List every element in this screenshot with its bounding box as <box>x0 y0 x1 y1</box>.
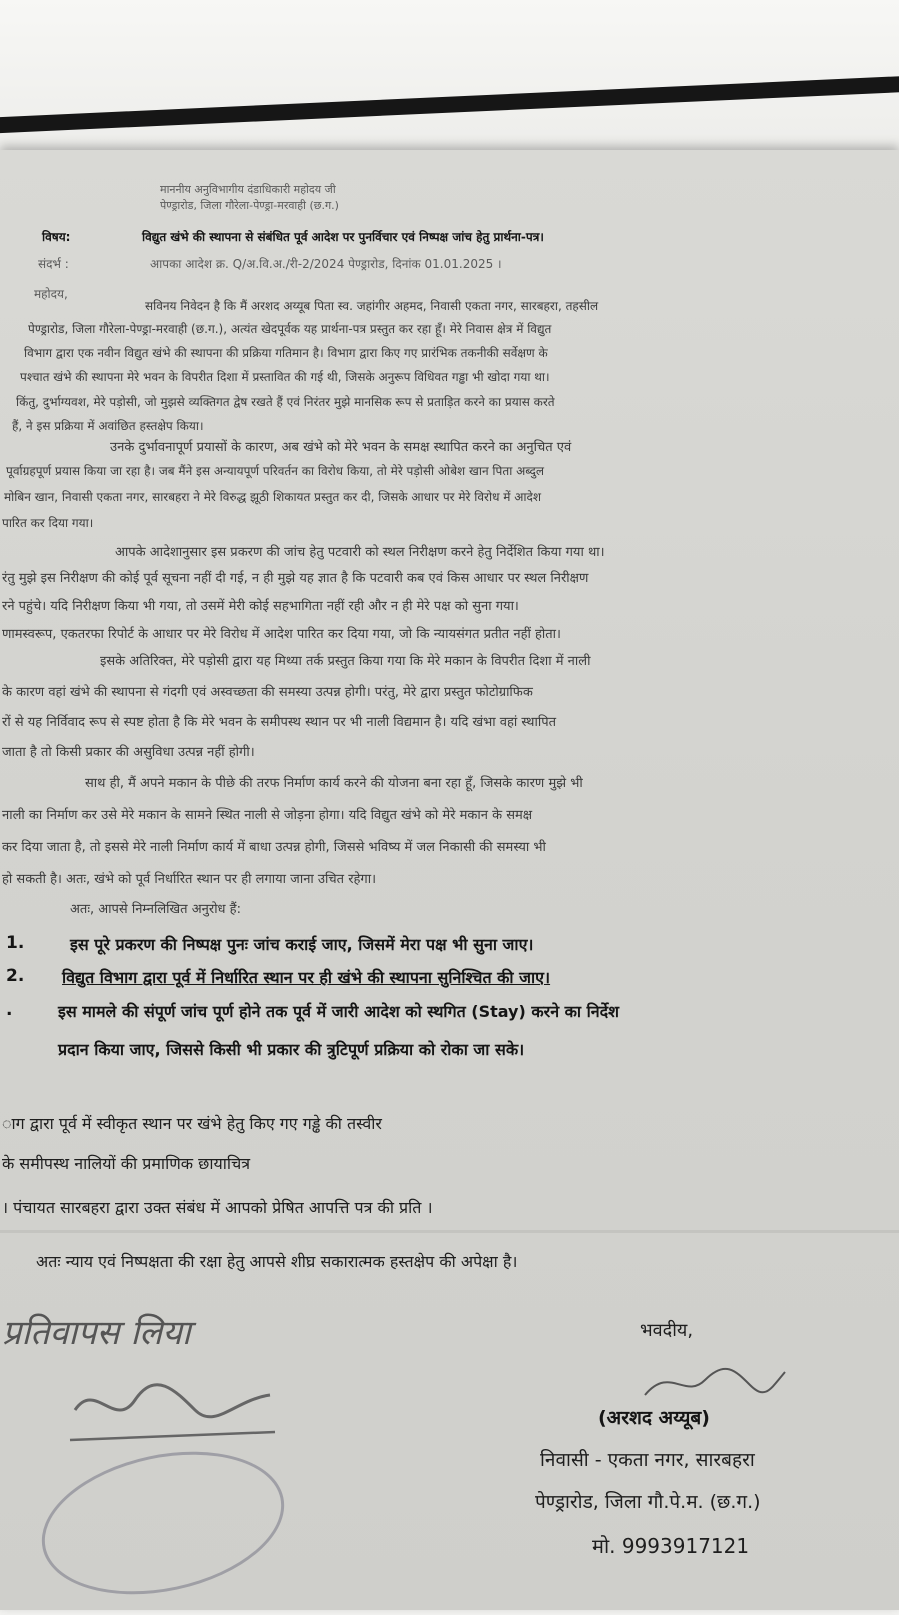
body-line: आपके आदेशानुसार इस प्रकरण की जांच हेतु पटवारी को स्थल निरीक्षण करने हेतु निर्देशित किया गया था। <box>115 545 605 560</box>
reference-label: संदर्भ : <box>38 257 69 271</box>
body-line: णामस्वरूप, एकतरफा रिपोर्ट के आधार पर मेरे विरोध में आदेश पारित कर दिया गया, जो कि न्यायसंगत प्रतीत नहीं होता। <box>2 627 561 642</box>
subject-label: विषय: <box>42 230 71 244</box>
signatory-name: (अरशद अय्यूब) <box>598 1407 710 1429</box>
subject-text: विद्युत खंभे की स्थापना से संबंधित पूर्व आदेश पर पुनर्विचार एवं निष्पक्ष जांच हेतु प्रार्थना-पत्र। <box>142 230 544 244</box>
request-number: 2. <box>6 966 25 986</box>
mobile-number: मो. 9993917121 <box>592 1534 750 1558</box>
body-line: हैं, ने इस प्रक्रिया में अवांछित हस्तक्षेप किया। <box>12 419 204 433</box>
body-line: किंतु, दुर्भाग्यवश, मेरे पड़ोसी, जो मुझसे व्यक्तिगत द्वेष रखते हैं एवं निरंतर मुझे मानसिक रूप से प्रताड़ित करने का प्रयास करते <box>16 395 555 409</box>
salutation: महोदय, <box>34 287 68 301</box>
body-line: नाली का निर्माण कर उसे मेरे मकान के सामने स्थित नाली से जोड़ना होगा। यदि विद्युत खंभे को मेरे मकान के समक्ष <box>2 808 533 823</box>
body-line: जाता है तो किसी प्रकार की असुविधा उत्पन्न नहीं होगी। <box>2 745 255 760</box>
address-line-2: पेण्ड्रारोड, जिला गौ.पे.म. (छ.ग.) <box>535 1491 761 1513</box>
body-line: साथ ही, मैं अपने मकान के पीछे की तरफ निर्माण कार्य करने की योजना बना रहा हूँ, जिसके कारण मुझे भी <box>85 776 583 791</box>
paper-fold <box>0 1230 899 1233</box>
body-line: कर दिया जाता है, तो इससे मेरे नाली निर्माण कार्य में बाधा उत्पन्न होगी, जिससे भविष्य में जल निकासी की समस्या भी <box>2 840 546 855</box>
addressee-line-2: पेण्ड्रारोड, जिला गौरेला-पेण्ड्रा-मरवाही (छ.ग.) <box>160 199 339 212</box>
body-line: रों से यह निर्विवाद रूप से स्पष्ट होता है कि मेरे भवन के समीपस्थ स्थान पर भी नाली विद्यमान है। यदि खंभा वहां स्थापित <box>2 715 557 730</box>
addressee-line-1: माननीय अनुविभागीय दंडाधिकारी महोदय जी <box>160 183 336 196</box>
body-line: मोबिन खान, निवासी एकता नगर, सारबहरा ने मेरे विरुद्ध झूठी शिकायत प्रस्तुत कर दी, जिसके आधार पर मेरे विरोध में आदेश <box>4 490 542 504</box>
request-number: 1. <box>6 933 25 953</box>
enclosure-item: । पंचायत सारबहरा द्वारा उक्त संबंध में आपको प्रेषित आपत्ति पत्र की प्रति । <box>2 1198 433 1217</box>
request-item: इस मामले की संपूर्ण जांच पूर्ण होने तक पूर्व में जारी आदेश को स्थगित (Stay) करने का निर्देश <box>58 1002 620 1021</box>
body-line: पेण्ड्रारोड, जिला गौरेला-पेण्ड्रा-मरवाही (छ.ग.), अत्यंत खेदपूर्वक यह प्रार्थना-पत्र प्रस्तुत कर रहा हूँ। मेरे निवास क्षेत्र में विद्युत <box>28 322 552 336</box>
closing-request: अतः न्याय एवं निष्पक्षता की रक्षा हेतु आपसे शीघ्र सकारात्मक हस्तक्षेप की अपेक्षा है। <box>36 1252 518 1271</box>
body-line: पूर्वाग्रहपूर्ण प्रयास किया जा रहा है। जब मैंने इस अन्यायपूर्ण परिवर्तन का विरोध किया, तो मेरे पड़ोसी ओबेश खान पिता अब्दुल <box>6 464 545 478</box>
body-line: के कारण वहां खंभे की स्थापना से गंदगी एवं अस्वच्छता की समस्या उत्पन्न होगी। परंतु, मेरे द्वारा प्रस्तुत फोटोग्राफिक <box>2 685 533 700</box>
body-line: विभाग द्वारा एक नवीन विद्युत खंभे की स्थापना की प्रक्रिया गतिमान है। विभाग द्वारा किए गए प्रारंभिक तकनीकी सर्वेक्षण के <box>24 346 548 360</box>
handwritten-withdrawn-note: प्रतिवापस लिया <box>2 1313 191 1353</box>
body-line: रंतु मुझे इस निरीक्षण की कोई पूर्व सूचना नहीं दी गई, न ही मुझे यह ज्ञात है कि पटवारी कब एवं किस आधार पर स्थल निरीक्षण <box>2 571 589 586</box>
reference-text: आपका आदेश क्र. Q/अ.वि.अ./री-2/2024 पेण्ड्रारोड, दिनांक 01.01.2025 । <box>150 257 502 271</box>
body-line: अतः, आपसे निम्नलिखित अनुरोध हैं: <box>70 902 241 917</box>
request-item: इस पूरे प्रकरण की निष्पक्ष पुनः जांच कराई जाए, जिसमें मेरा पक्ष भी सुना जाए। <box>70 935 534 954</box>
body-line: इसके अतिरिक्त, मेरे पड़ोसी द्वारा यह मिथ्या तर्क प्रस्तुत किया गया कि मेरे मकान के विपरीत दिशा में नाली <box>100 654 591 669</box>
body-line: पारित कर दिया गया। <box>2 516 94 530</box>
request-number: . <box>6 1000 13 1020</box>
body-line: हो सकती है। अतः, खंभे को पूर्व निर्धारित स्थान पर ही लगाया जाना उचित रहेगा। <box>2 872 377 887</box>
address-line-1: निवासी - एकता नगर, सारबहरा <box>540 1449 755 1471</box>
signature-scribble <box>640 1360 790 1405</box>
enclosure-item: ाग द्वारा पूर्व में स्वीकृत स्थान पर खंभे हेतु किए गए गड्ढे की तस्वीर <box>2 1114 382 1133</box>
enclosure-item: के समीपस्थ नालियों की प्रमाणिक छायाचित्र <box>2 1154 251 1173</box>
body-line: उनके दुर्भावनापूर्ण प्रयासों के कारण, अब खंभे को मेरे भवन के समक्ष स्थापित करने का अनुचित एवं <box>110 440 572 455</box>
body-line: पश्चात खंभे की स्थापना मेरे भवन के विपरीत दिशा में प्रस्तावित की गई थी, जिसके अनुरूप विधिवत गड्ढा भी खोदा गया था। <box>20 370 550 384</box>
body-line: रने पहुंचे। यदि निरीक्षण किया भी गया, तो उसमें मेरी कोई सहभागिता नहीं रही और न ही मेरे पक्ष को सुना गया। <box>2 599 519 614</box>
signoff-yours: भवदीय, <box>640 1320 694 1341</box>
request-item: विद्युत विभाग द्वारा पूर्व में निर्धारित स्थान पर ही खंभे की स्थापना सुनिश्चित की जाए। <box>62 968 551 987</box>
request-item-continued: प्रदान किया जाए, जिससे किसी भी प्रकार की त्रुटिपूर्ण प्रक्रिया को रोका जा सके। <box>58 1040 525 1059</box>
body-line: सविनय निवेदन है कि मैं अरशद अय्यूब पिता स्व. जहांगीर अहमद, निवासी एकता नगर, सारबहरा, तहसील <box>145 299 599 313</box>
